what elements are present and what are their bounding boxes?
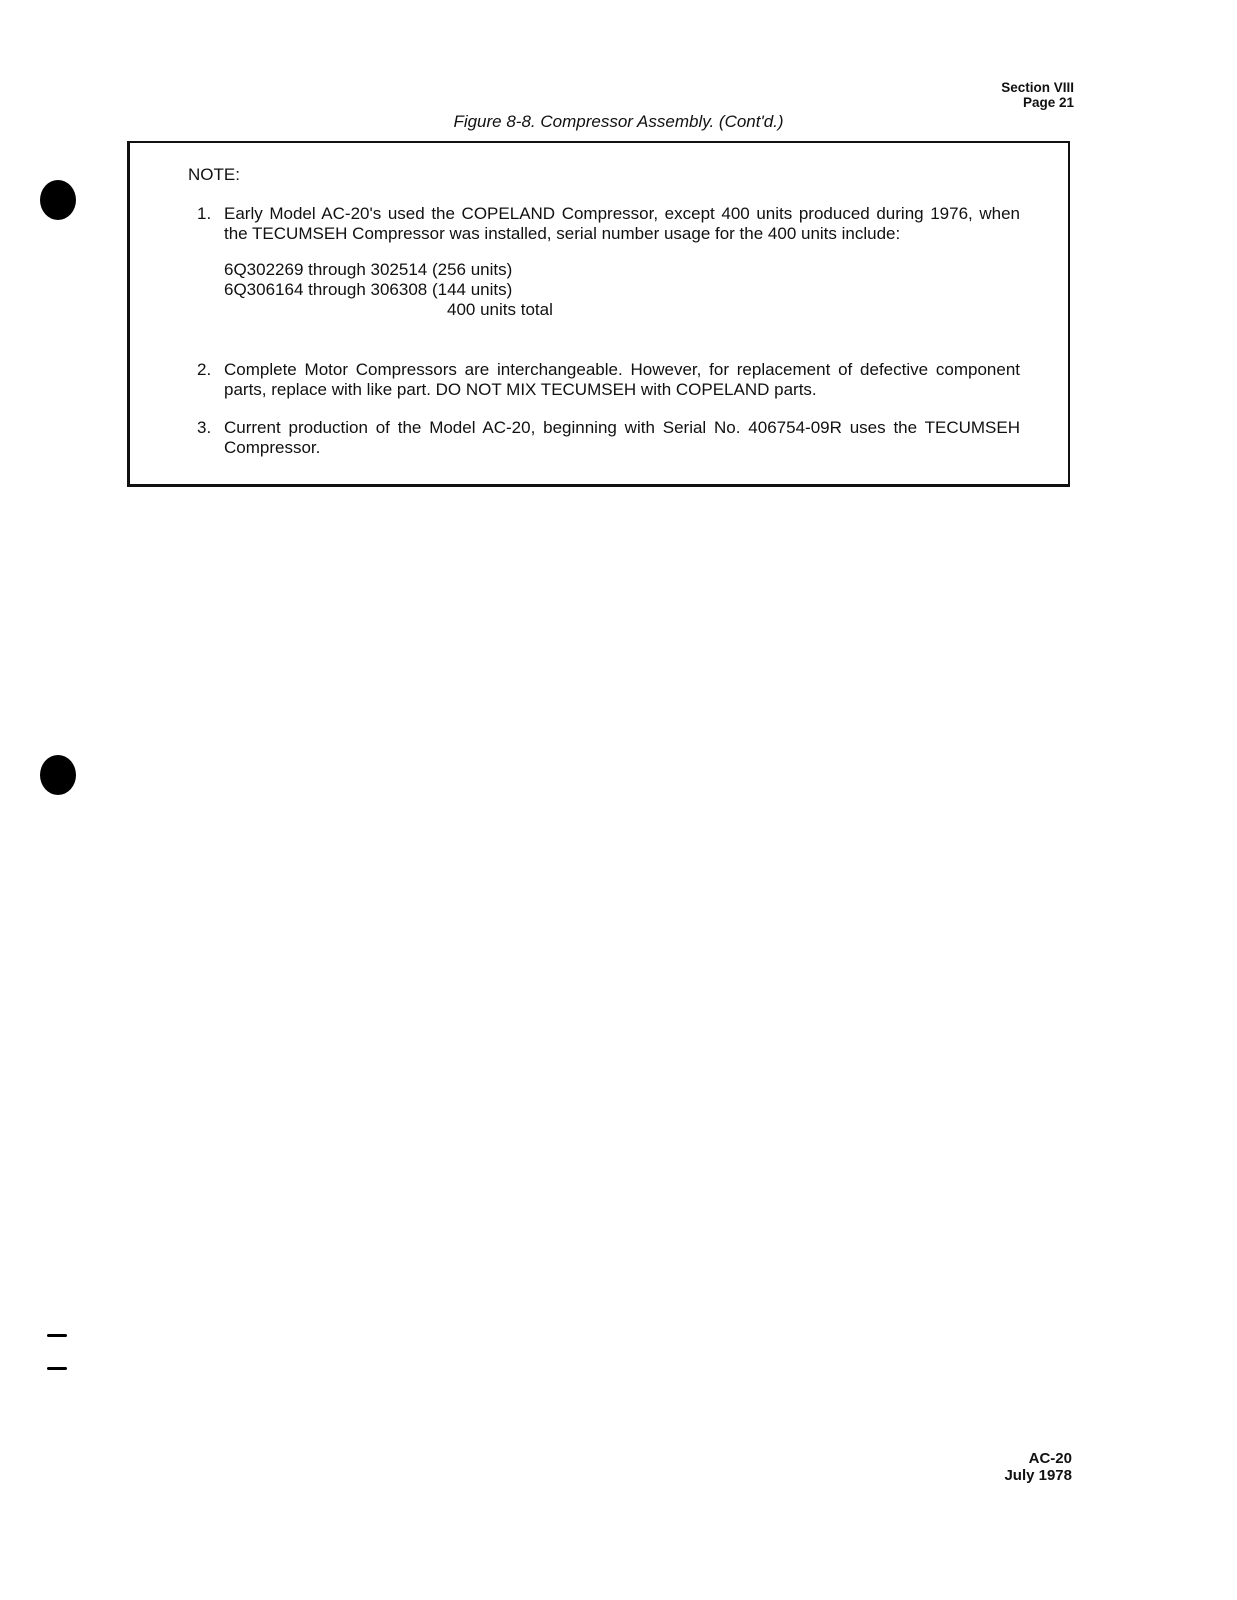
section-label: Section VIII [1001,80,1074,95]
note-item-2 [197,360,1020,400]
page-header [1001,80,1074,110]
page-footer [1004,1450,1072,1484]
note-item-number: 1. [197,204,212,223]
model-label: AC-20 [1028,1450,1072,1467]
note-box [127,141,1070,487]
note-item-text: Early Model AC-20's used the COPELAND Compressor, except 400 units produced during 1976, when the TECUMSEH Compressor was installed, serial number usage for the 400 units include: [224,204,1020,243]
margin-mark-icon [47,1334,67,1337]
serial-range: 6Q302269 through 302514 (256 units) [224,260,513,279]
page-number: Page 21 [1022,95,1074,110]
binder-hole-icon [40,180,76,220]
serial-total: 400 units total [447,300,553,319]
note-item-number: 2. [197,360,212,379]
serial-range: 6Q306164 through 306308 (144 units) [224,280,513,299]
note-item-3 [197,418,1020,458]
note-item-number: 3. [197,418,212,437]
binder-hole-icon [40,755,76,795]
serial-list [224,260,1020,320]
note-item-1 [197,204,1020,320]
margin-mark-icon [47,1367,67,1370]
figure-caption: Figure 8-8. Compressor Assembly. (Cont'd.) [453,112,784,131]
note-heading: NOTE: [188,165,240,184]
revision-date: July 1978 [1004,1467,1072,1484]
note-item-text: Current production of the Model AC-20, beginning with Serial No. 406754-09R uses the TECUMSEH Compressor. [224,418,1020,457]
note-item-text: Complete Motor Compressors are interchangeable. However, for replacement of defective component parts, replace with like part. DO NOT MIX TECUMSEH with COPELAND parts. [224,360,1020,399]
